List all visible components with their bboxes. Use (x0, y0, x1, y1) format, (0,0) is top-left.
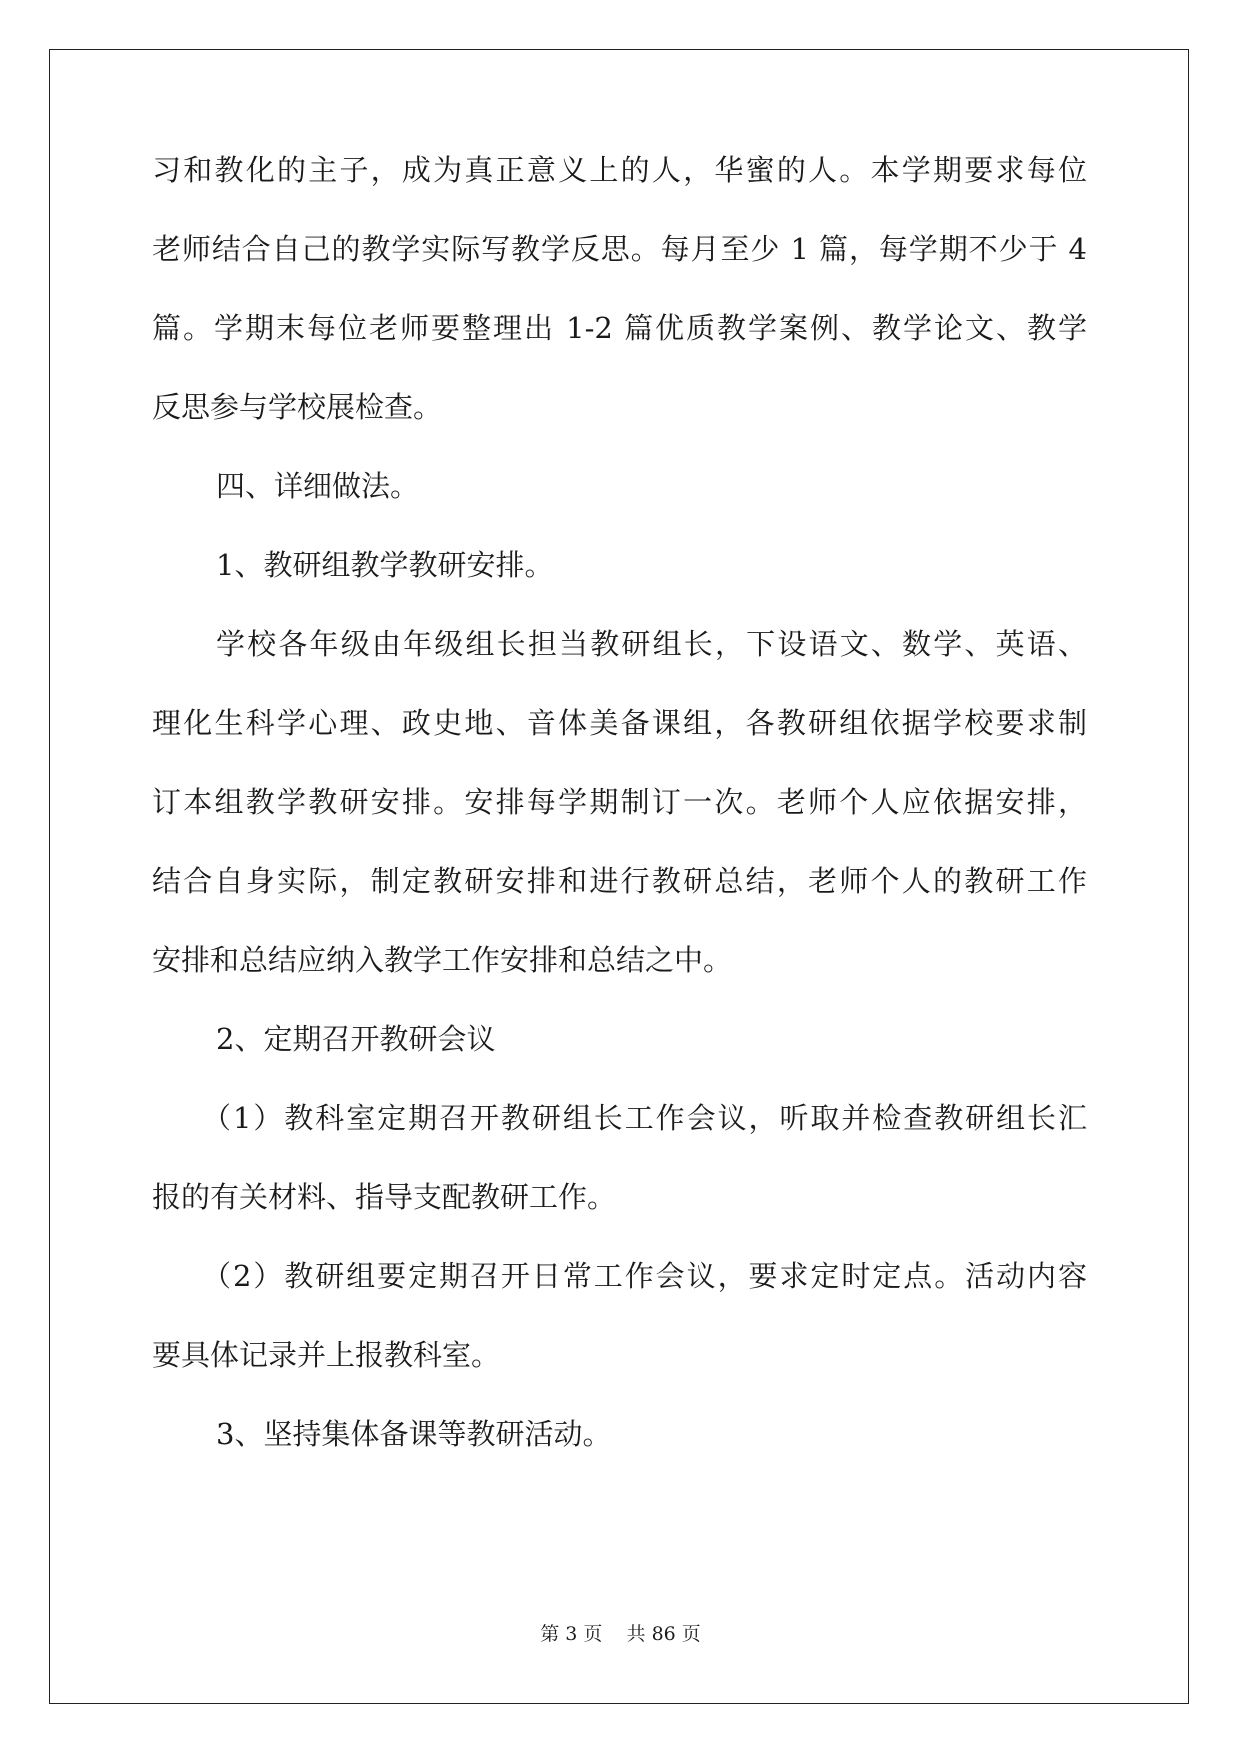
paragraph-line: 习和教化的主子，成为真正意义上的人，华蜜的人。本学期要求每位 (152, 153, 1087, 187)
subsection-heading: 1、教研组教学教研安排。 (216, 548, 554, 582)
paragraph-line: 结合自身实际，制定教研安排和进行教研总结，老师个人的教研工作 (152, 864, 1087, 898)
paragraph-line: 报的有关材料、指导支配教研工作。 (152, 1180, 617, 1214)
page-number: 第 3 页 (540, 1623, 603, 1645)
subsection-heading: 3、坚持集体备课等教研活动。 (216, 1417, 612, 1451)
subsection-heading: 2、定期召开教研会议 (216, 1022, 496, 1056)
page-footer (0, 1619, 1241, 1646)
paragraph-line: 老师结合自己的教学实际写教学反思。每月至少 1 篇，每学期不少于 4 (152, 232, 1087, 266)
paragraph-line: （1）教科室定期召开教研组长工作会议，听取并检查教研组长汇 (202, 1101, 1087, 1135)
paragraph-line: 订本组教学教研安排。安排每学期制订一次。老师个人应依据安排， (152, 785, 1087, 819)
paragraph-line: 篇。学期末每位老师要整理出 1-2 篇优质教学案例、教学论文、教学 (152, 311, 1087, 345)
paragraph-line: 反思参与学校展检查。 (152, 390, 443, 424)
paragraph-line: （2）教研组要定期召开日常工作会议，要求定时定点。活动内容 (202, 1259, 1087, 1293)
section-heading: 四、详细做法。 (216, 469, 420, 503)
page-total: 共 86 页 (626, 1623, 701, 1645)
paragraph-line: 安排和总结应纳入教学工作安排和总结之中。 (152, 943, 733, 977)
paragraph-line: 要具体记录并上报教科室。 (152, 1338, 501, 1372)
paragraph-line: 理化生科学心理、政史地、音体美备课组，各教研组依据学校要求制 (152, 706, 1087, 740)
paragraph-line: 学校各年级由年级组长担当教研组长，下设语文、数学、英语、 (216, 627, 1087, 661)
